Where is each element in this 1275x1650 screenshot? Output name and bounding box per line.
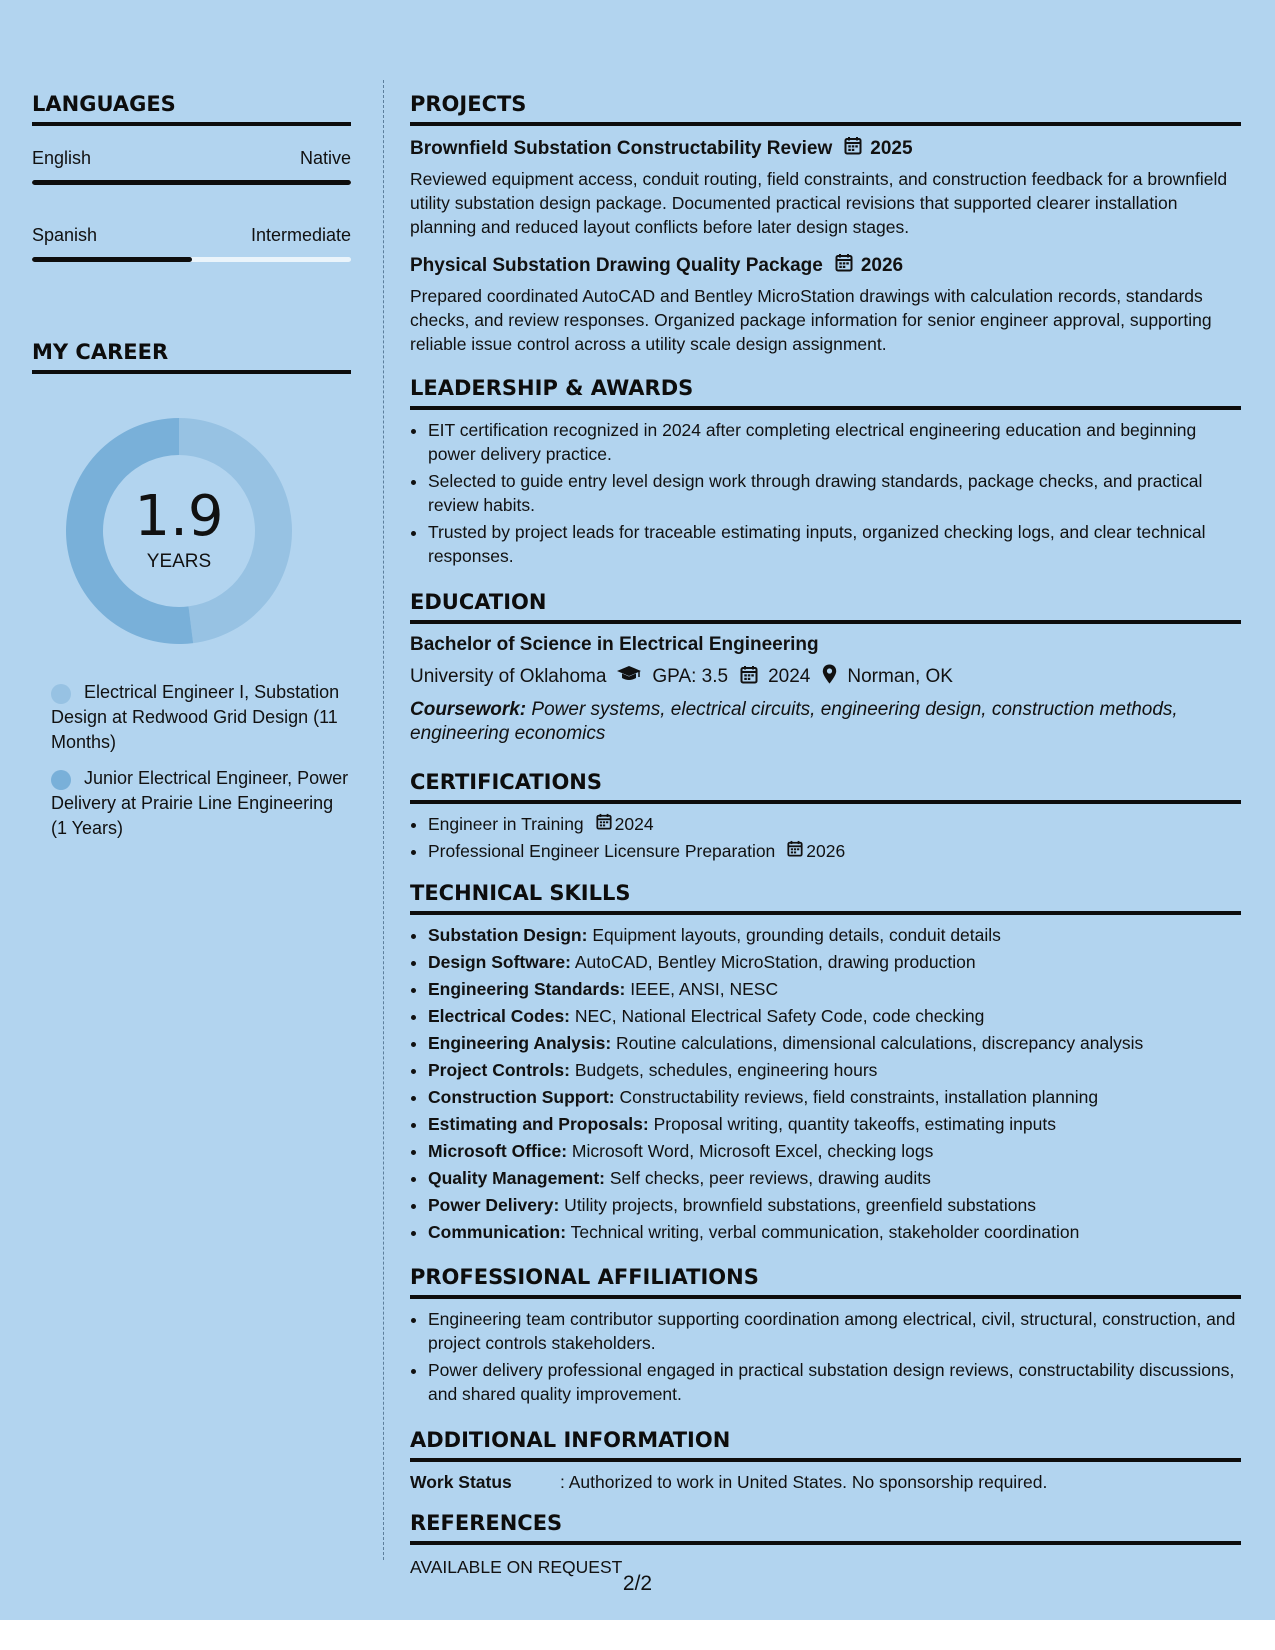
project-item <box>410 253 1241 356</box>
leadership-item: • EIT certification recognized in 2024 after completing electrical engineering education and beginning power delivery practice. <box>428 418 1241 466</box>
skill-value: Budgets, schedules, engineering hours <box>569 1060 878 1080</box>
legend-dot-icon <box>51 770 71 790</box>
location-pin-icon <box>822 664 837 690</box>
projects-section <box>410 92 1241 356</box>
skill-label: Power Delivery: <box>428 1195 560 1215</box>
language-level: Intermediate <box>250 225 351 245</box>
project-year: 2025 <box>870 137 913 159</box>
education-location: Norman, OK <box>847 666 953 687</box>
education-section <box>410 590 1241 746</box>
coursework-text: Power systems, electrical circuits, engineering design, construction methods, engineering economics <box>410 699 1178 744</box>
skill-value: Self checks, peer reviews, drawing audits <box>604 1168 931 1188</box>
skill-label: Design Software: <box>428 952 571 972</box>
career-donut-chart <box>66 418 292 644</box>
language-bar <box>32 180 351 185</box>
skills-section <box>410 881 1241 1245</box>
career-legend-item <box>51 766 351 841</box>
education-gpa: GPA: 3.5 <box>652 666 729 687</box>
skill-value: NEC, National Electrical Safety Code, code checking <box>570 1006 985 1026</box>
skill-item <box>428 1220 1241 1245</box>
affiliations-heading: PROFESSIONAL AFFILIATIONS <box>410 1265 1241 1299</box>
skill-value: AutoCAD, Bentley MicroStation, drawing production <box>570 952 976 972</box>
skill-value: Routine calculations, dimensional calculations, discrepancy analysis <box>611 1033 1144 1053</box>
leadership-heading: LEADERSHIP & AWARDS <box>410 376 1241 410</box>
skill-item <box>428 1004 1241 1029</box>
skill-value: Technical writing, verbal communication, stakeholder coordination <box>566 1222 1080 1242</box>
certifications-heading: CERTIFICATIONS <box>410 770 1241 804</box>
career-total-years: 1.9 <box>134 484 224 549</box>
career-total-unit: YEARS <box>146 551 212 572</box>
skill-value: IEEE, ANSI, NESC <box>625 979 779 999</box>
column-divider <box>383 80 384 1560</box>
skill-item <box>428 950 1241 975</box>
skill-item <box>428 1058 1241 1083</box>
sidebar <box>32 92 351 852</box>
references-text: AVAILABLE ON REQUEST <box>410 1557 623 1577</box>
skill-label: Engineering Analysis: <box>428 1033 612 1053</box>
skill-label: Electrical Codes: <box>428 1006 570 1026</box>
skill-value: Utility projects, brownfield substations, greenfield substations <box>559 1195 1036 1215</box>
leadership-item: • Selected to guide entry level design work through drawing standards, package checks, and practical review habits. <box>428 469 1241 517</box>
calendar-icon <box>740 665 758 690</box>
language-bar-fill <box>32 180 351 185</box>
language-name: English <box>32 148 92 168</box>
project-description: Prepared coordinated AutoCAD and Bentley MicroStation drawings with calculation records, standards checks, and review responses. Organized package information for senior engineer approval, supporting reliable issue control across a utility scale design assignment. <box>410 286 1212 354</box>
education-degree: Bachelor of Science in Electrical Engineering <box>410 634 819 655</box>
page-number: 2/2 <box>622 1572 653 1595</box>
language-bar <box>32 257 351 262</box>
graduation-cap-icon <box>616 665 642 689</box>
work-status-label: Work Status <box>410 1472 512 1492</box>
languages-heading: LANGUAGES <box>32 92 351 126</box>
skill-label: Estimating and Proposals: <box>428 1114 649 1134</box>
career-legend <box>32 680 351 841</box>
skill-label: Construction Support: <box>428 1087 615 1107</box>
work-status-value: : Authorized to work in United States. No sponsorship required. <box>560 1472 1048 1492</box>
calendar-icon <box>787 839 803 863</box>
language-name: Spanish <box>32 225 98 245</box>
project-year: 2026 <box>860 254 904 276</box>
skill-item <box>428 1112 1241 1137</box>
skill-item <box>428 977 1241 1002</box>
career-heading: MY CAREER <box>32 340 351 374</box>
skill-item <box>428 1193 1241 1218</box>
certification-year: 2024 <box>614 814 654 834</box>
education-heading: EDUCATION <box>410 590 1241 624</box>
leadership-item: • Trusted by project leads for traceable estimating inputs, organized checking logs, and clear technical responses. <box>428 520 1241 568</box>
certification-name: • Engineer in Training <box>428 814 584 834</box>
language-item-spanish <box>32 225 351 262</box>
career-legend-item <box>51 680 351 755</box>
skill-item <box>428 1031 1241 1056</box>
skill-value: Constructability reviews, field constraints, installation planning <box>614 1087 1099 1107</box>
language-item-english <box>32 148 351 185</box>
skill-item <box>428 1166 1241 1191</box>
references-section <box>410 1511 1241 1578</box>
skill-item <box>428 1139 1241 1164</box>
projects-heading: PROJECTS <box>410 92 1241 126</box>
career-legend-text: Junior Electrical Engineer, Power Delivery at Prairie Line Engineering (1 Years) <box>51 768 349 838</box>
education-school: University of Oklahoma <box>410 666 607 687</box>
project-name: Physical Substation Drawing Quality Package <box>410 254 823 276</box>
calendar-icon <box>844 136 862 161</box>
certification-item <box>428 812 1241 836</box>
main-content <box>410 92 1241 1594</box>
skills-list <box>410 923 1241 1245</box>
skill-label: Microsoft Office: <box>428 1141 568 1161</box>
legend-dot-icon <box>51 684 71 704</box>
skill-item <box>428 1085 1241 1110</box>
career-section <box>32 340 351 841</box>
additional-heading: ADDITIONAL INFORMATION <box>410 1428 1241 1462</box>
leadership-section <box>410 376 1241 568</box>
calendar-icon <box>596 812 612 836</box>
calendar-icon <box>835 253 853 278</box>
affiliation-item: • Engineering team contributor supporting coordination among electrical, civil, structural, construction, and project controls stakeholders. <box>428 1307 1241 1355</box>
language-level: Native <box>299 148 351 168</box>
skill-label: Communication: <box>428 1222 567 1242</box>
skill-item <box>428 923 1241 948</box>
certifications-section <box>410 770 1241 863</box>
skill-value: Equipment layouts, grounding details, conduit details <box>587 925 1001 945</box>
additional-section <box>410 1428 1241 1493</box>
skill-label: Substation Design: <box>428 925 588 945</box>
skill-label: Project Controls: <box>428 1060 570 1080</box>
skills-heading: TECHNICAL SKILLS <box>410 881 1241 915</box>
project-name: Brownfield Substation Constructability Review <box>410 137 833 159</box>
education-year: 2024 <box>768 666 811 687</box>
certification-year: 2026 <box>806 841 846 861</box>
affiliation-item: • Power delivery professional engaged in practical substation design reviews, constructability discussions, and shared quality improvement. <box>428 1358 1241 1406</box>
education-coursework <box>410 698 1241 746</box>
language-bar-fill <box>32 257 192 262</box>
certification-name: • Professional Engineer Licensure Preparation <box>428 841 776 861</box>
coursework-label: Coursework: <box>410 699 527 720</box>
certification-item <box>428 839 1241 863</box>
skill-value: Proposal writing, quantity takeoffs, estimating inputs <box>648 1114 1056 1134</box>
skill-label: Engineering Standards: <box>428 979 626 999</box>
references-heading: REFERENCES <box>410 1511 1241 1545</box>
project-item <box>410 136 1241 239</box>
affiliations-section <box>410 1265 1241 1406</box>
skill-label: Quality Management: <box>428 1168 605 1188</box>
project-description: Reviewed equipment access, conduit routing, field constraints, and construction feedback for a brownfield utility substation design package. Documented practical revisions that supported clearer installation planning and reduced layout conflicts before later design stages. <box>410 169 1228 237</box>
career-legend-text: Electrical Engineer I, Substation Design at Redwood Grid Design (11 Months) <box>51 682 340 752</box>
page-bottom-edge <box>0 1620 1275 1650</box>
skill-value: Microsoft Word, Microsoft Excel, checking logs <box>567 1141 934 1161</box>
